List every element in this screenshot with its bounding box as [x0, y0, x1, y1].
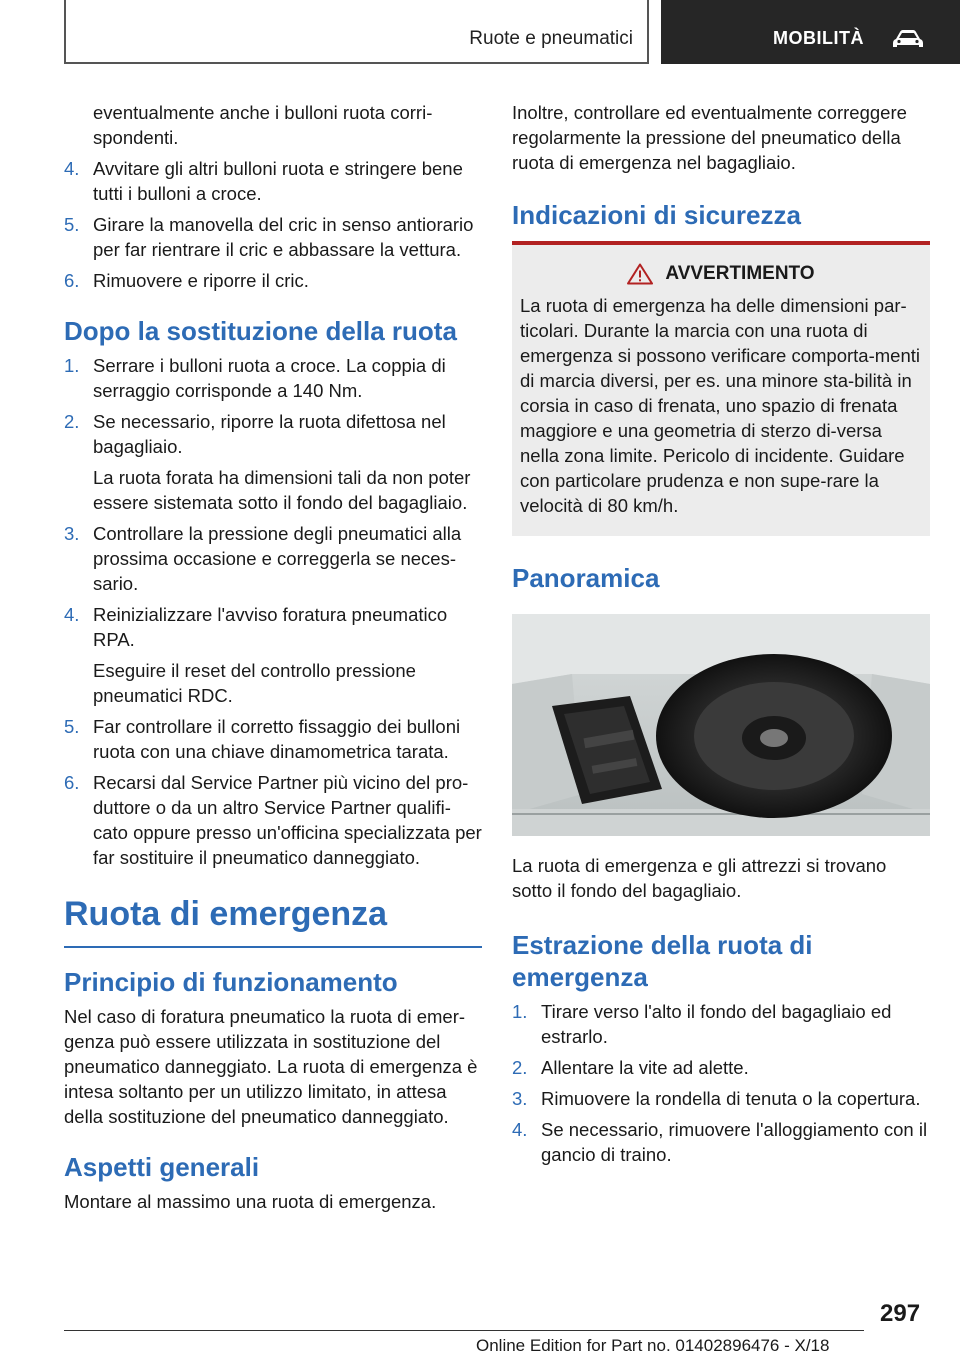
- step-number: 1.: [64, 355, 80, 376]
- step-text: Se necessario, rimuovere l'alloggiamento con il gancio di traino.: [541, 1119, 928, 1165]
- step-number: 5.: [64, 716, 80, 737]
- list-item: [64, 521, 482, 596]
- step-text: Tirare verso l'alto il fondo del bagagliaio ed estrarlo.: [541, 1001, 892, 1047]
- list-item: [512, 1086, 930, 1111]
- paragraph: Montare al massimo una ruota di emergenza.: [64, 1191, 437, 1212]
- list-item: [64, 714, 482, 764]
- step-number: 3.: [512, 1088, 528, 1109]
- section-title: Aspetti generali: [64, 1152, 260, 1182]
- spare-wheel-photo: [512, 614, 930, 836]
- step-text: Far controllare il corretto fissaggio dei bulloni ruota con una chiave dinamometrica tarata.: [93, 716, 461, 762]
- header-section-tab: [64, 0, 649, 64]
- list-item: [64, 353, 482, 403]
- section-title: Dopo la sostituzione della ruota: [64, 316, 457, 346]
- step-text: Allentare la vite ad alette.: [541, 1057, 749, 1078]
- footer-divider: [64, 1330, 864, 1331]
- list-item: [64, 156, 482, 206]
- section-title: Estrazione della ruota di emergenza: [512, 930, 813, 992]
- step-text: Se necessario, riporre la ruota difettosa nel bagagliaio.: [93, 411, 446, 457]
- step-list: [64, 156, 482, 293]
- list-item: [64, 268, 482, 293]
- left-column: [64, 100, 482, 1214]
- step-text: Rimuovere e riporre il cric.: [93, 270, 309, 291]
- warning-title: AVVERTIMENTO: [665, 263, 815, 284]
- header-chapter-tab: [661, 0, 960, 64]
- step-number: 3.: [64, 523, 80, 544]
- step-text: Avvitare gli altri bulloni ruota e stringere bene tutti i bulloni a croce.: [93, 158, 463, 204]
- step-text: Rimuovere la rondella di tenuta o la copertura.: [541, 1088, 921, 1109]
- step-number: 6.: [64, 772, 80, 793]
- step-text: Girare la manovella del cric in senso antiorario per far rientrare il cric e abbassare la vettura.: [93, 214, 474, 260]
- step-text: Controllare la pressione degli pneumatici alla prossima occasione e correggerla se neces-sario.: [93, 523, 462, 594]
- list-item: [512, 1055, 930, 1080]
- right-column: [512, 100, 930, 1173]
- footer-edition: Online Edition for Part no. 01402896476 - X/18: [476, 1336, 830, 1355]
- step-number: 2.: [64, 411, 80, 432]
- warning-triangle-icon: [627, 263, 653, 285]
- step-text: Serrare i bulloni ruota a croce. La coppia di serraggio corrisponde a 140 Nm.: [93, 355, 446, 401]
- step-number: 6.: [64, 270, 80, 291]
- section-title: Indicazioni di sicurezza: [512, 200, 801, 230]
- list-item: [64, 409, 482, 459]
- list-item: [64, 602, 482, 652]
- paragraph: Inoltre, controllare ed eventualmente correggere regolarmente la pressione del pneumatico della ruota di emergenza nel bagagliaio.: [512, 102, 907, 173]
- step-number: 4.: [512, 1119, 528, 1140]
- paragraph: Nel caso di foratura pneumatico la ruota di emer-genza può essere utilizzata in sostituzione del pneumatico danneggiato. La ruota di emergenza è intesa soltanto per un utilizzo limitato, in attesa della sostituzione del pneumatico danneggiato.: [64, 1006, 478, 1127]
- page-number: 297: [880, 1300, 921, 1327]
- step-number: 4.: [64, 604, 80, 625]
- step-number: 1.: [512, 1001, 528, 1022]
- chapter-title: Ruota di emergenza: [64, 894, 482, 948]
- step-continuation: Eseguire il reset del controllo pressione pneumatici RDC.: [93, 660, 416, 706]
- list-item: [512, 1117, 930, 1167]
- header-section-title: Ruote e pneumatici: [469, 28, 633, 49]
- step-list: [64, 353, 482, 870]
- header-chapter-title: MOBILITÀ: [773, 28, 864, 48]
- photo-caption: La ruota di emergenza e gli attrezzi si trovano sotto il fondo del bagagliaio.: [512, 855, 887, 901]
- step-number: 5.: [64, 214, 80, 235]
- step-continuation: eventualmente anche i bulloni ruota corri-spondenti.: [93, 102, 433, 148]
- list-item: [512, 999, 930, 1049]
- step-number: 4.: [64, 158, 80, 179]
- warning-box: [512, 241, 930, 536]
- section-title: Principio di funzionamento: [64, 967, 398, 997]
- step-number: 2.: [512, 1057, 528, 1078]
- section-title: Panoramica: [512, 563, 660, 593]
- step-list: [512, 999, 930, 1167]
- step-text: Reinizializzare l'avviso foratura pneumatico RPA.: [93, 604, 448, 650]
- warning-header: [520, 263, 922, 285]
- step-text: Recarsi dal Service Partner più vicino del pro-duttore o da un altro Service Partner qualifi-cato oppure presso un'officina specializzata per far sostituire il pneumatico danneggiato.: [93, 772, 482, 868]
- car-icon: [891, 28, 925, 50]
- warning-text: La ruota di emergenza ha delle dimensioni par-ticolari. Durante la marcia con una ruota di emergenza si possono verificare comporta-menti di marcia diversi, per es. una minore sta-bilità in corsia in caso di frenata, uno spazio di frenata maggiore e una geometria di sterzo di-versa nella zona limite. Pericolo di incidente. Guidare con particolare prudenza e non supe-rare la velocità di 80 km/h.: [520, 295, 920, 516]
- list-item: [64, 770, 482, 870]
- list-item: [64, 212, 482, 262]
- step-continuation: La ruota forata ha dimensioni tali da non poter essere sistemata sotto il fondo del bagagliaio.: [93, 467, 471, 513]
